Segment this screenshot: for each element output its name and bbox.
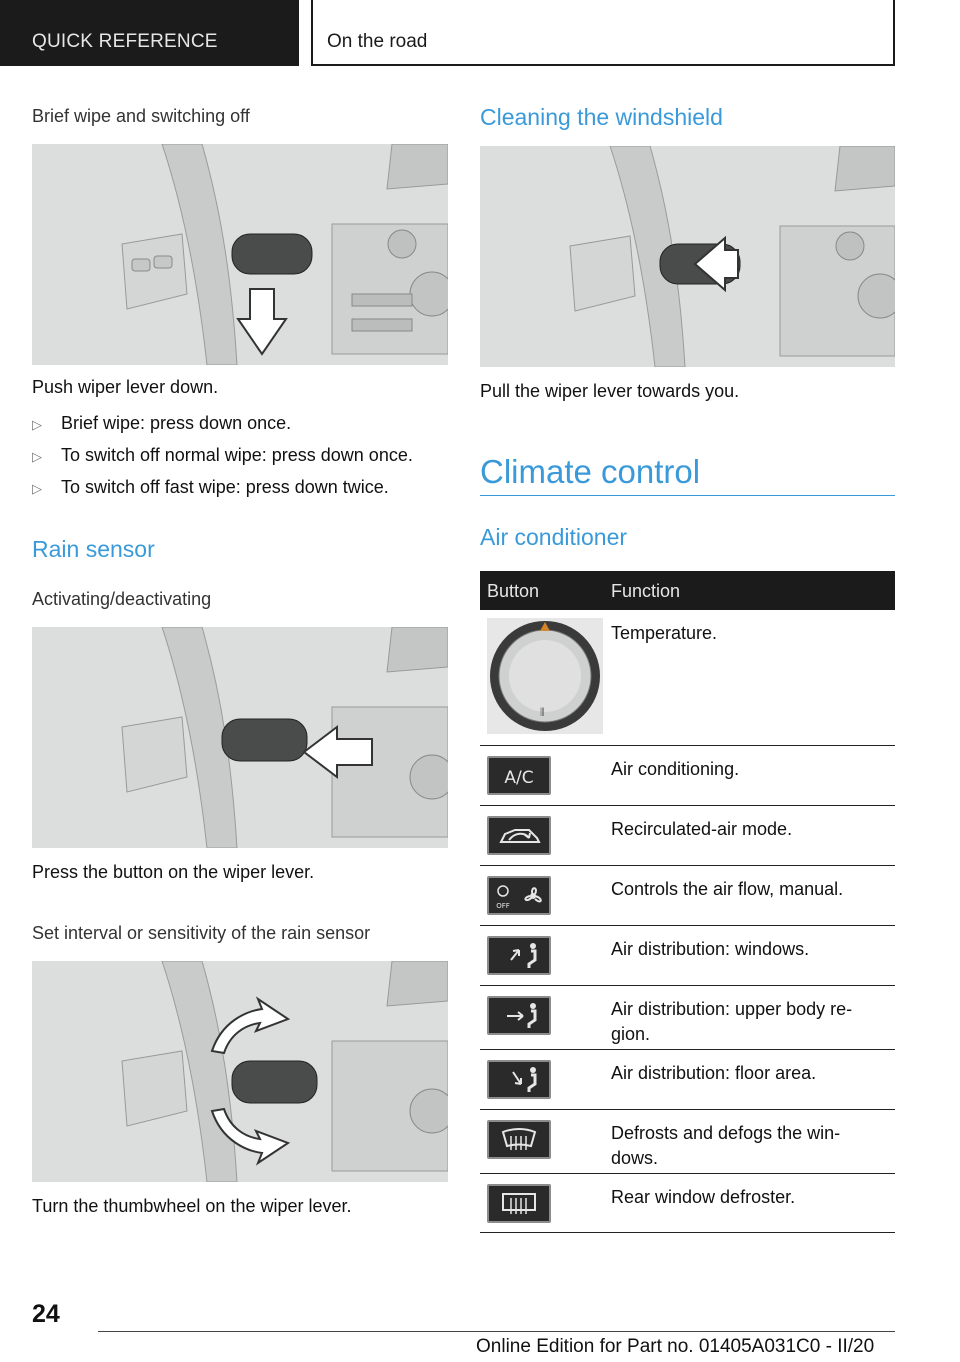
table-row xyxy=(480,1050,895,1110)
activating-title: Activating/deactivating xyxy=(32,589,212,609)
bullet-text: To switch off normal wipe: press down once. xyxy=(61,445,413,465)
function-text: Air distribution: floor area. xyxy=(611,1063,817,1083)
table-row xyxy=(480,1174,895,1233)
wipe-bullet-list xyxy=(32,412,448,508)
ac-button-icon xyxy=(487,756,551,795)
function-text: Recirculated-air mode. xyxy=(611,819,793,839)
table-row xyxy=(480,926,895,986)
climate-control-heading: Climate control xyxy=(480,453,701,490)
cleaning-windshield-heading: Cleaning the windshield xyxy=(480,104,723,130)
push-lever-text: Push wiper lever down. xyxy=(32,377,219,397)
table-header xyxy=(480,571,895,610)
chapter-label: On the road xyxy=(327,31,428,52)
table-row xyxy=(480,746,895,806)
function-text: Air distribution: windows. xyxy=(611,939,810,959)
table-row xyxy=(480,986,895,1050)
page-header xyxy=(0,0,960,66)
brief-wipe-title: Brief wipe and switching off xyxy=(32,106,250,126)
triangle-bullet-icon: ▷ xyxy=(32,417,42,432)
wiper-pull-image xyxy=(480,146,895,367)
rain-sensor-heading: Rain sensor xyxy=(32,536,155,562)
chapter-tab xyxy=(311,0,895,66)
pull-lever-text: Pull the wiper lever towards you. xyxy=(480,381,740,401)
ac-label: A/C xyxy=(504,768,534,788)
function-text: Controls the air flow, manual. xyxy=(611,879,844,899)
function-text: Air distribution: upper body re- gion. xyxy=(611,999,853,1044)
press-button-text: Press the button on the wiper lever. xyxy=(32,862,315,882)
wiper-push-down-image xyxy=(32,144,448,365)
list-item xyxy=(32,476,448,508)
air-floor-icon xyxy=(487,1060,551,1099)
footer-rule xyxy=(98,1331,895,1332)
turn-thumbwheel-text: Turn the thumbwheel on the wiper lever. xyxy=(32,1196,352,1216)
wiper-button-image xyxy=(32,627,448,848)
bullet-text: Brief wipe: press down once. xyxy=(61,413,292,433)
list-item xyxy=(32,412,448,444)
svg-text:⫴: ⫴ xyxy=(540,706,545,719)
list-item xyxy=(32,444,448,476)
table-row xyxy=(480,610,895,746)
rear-defrost-icon xyxy=(487,1184,551,1223)
function-text: Rear window defroster. xyxy=(611,1187,796,1207)
section-tab xyxy=(0,0,299,66)
fan-off-label: OFF xyxy=(496,902,510,910)
temperature-dial-icon xyxy=(487,618,603,734)
function-text: Air conditioning. xyxy=(611,759,740,779)
function-text: Temperature. xyxy=(611,623,718,643)
table-row xyxy=(480,866,895,926)
interval-title: Set interval or sensitivity of the rain sensor xyxy=(32,923,371,943)
column-header-function: Function xyxy=(611,581,681,601)
edition-text: Online Edition for Part no. 01405A031C0 - II/20 xyxy=(476,1336,875,1357)
air-windows-icon xyxy=(487,936,551,975)
column-header-button: Button xyxy=(487,581,540,601)
table-row xyxy=(480,1110,895,1174)
heading-rule xyxy=(480,495,895,496)
function-text: Defrosts and defogs the win- dows. xyxy=(611,1123,841,1168)
table-row xyxy=(480,806,895,866)
fan-off-icon xyxy=(487,876,551,915)
recirculation-icon xyxy=(487,816,551,855)
bullet-text: To switch off fast wipe: press down twice. xyxy=(61,477,389,497)
front-defrost-icon xyxy=(487,1120,551,1159)
section-label: QUICK REFERENCE xyxy=(32,31,218,52)
air-conditioner-heading: Air conditioner xyxy=(480,524,628,550)
triangle-bullet-icon: ▷ xyxy=(32,481,42,496)
air-upper-body-icon xyxy=(487,996,551,1035)
triangle-bullet-icon: ▷ xyxy=(32,449,42,464)
page-number: 24 xyxy=(32,1300,60,1328)
wiper-thumbwheel-image xyxy=(32,961,448,1182)
